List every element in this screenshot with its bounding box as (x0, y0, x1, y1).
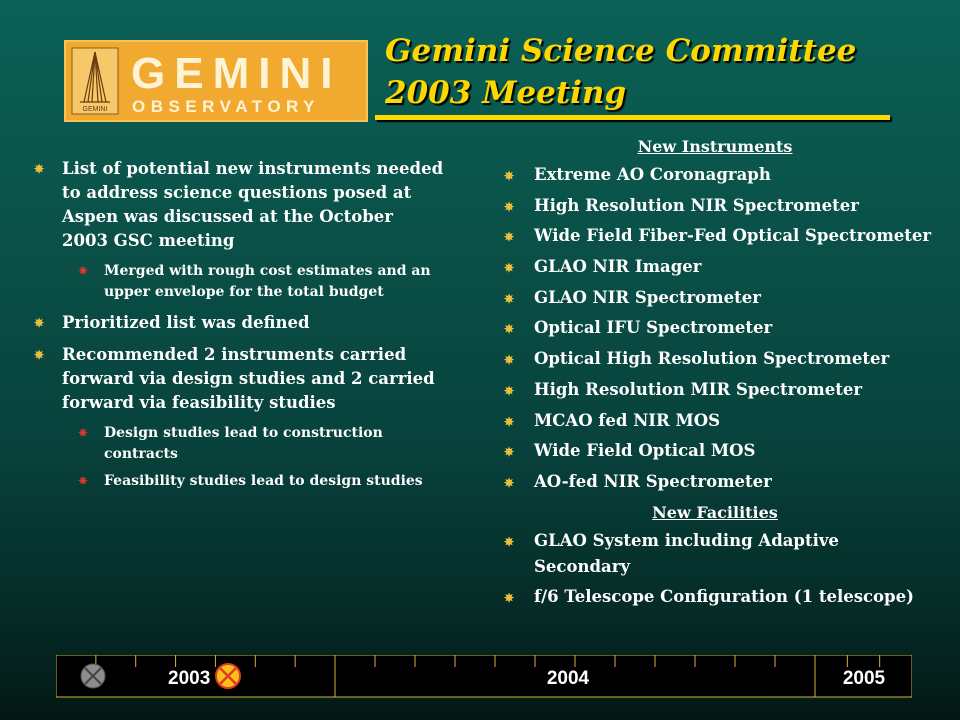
asterisk-bullet-icon: ✵ (504, 414, 515, 429)
year-label-2003: 2003 (168, 668, 211, 689)
title-line-2: 2003 Meeting (385, 75, 627, 111)
instrument-name: Extreme AO Coronagraph (534, 165, 771, 184)
sub-bullet-text: Feasibility studies lead to design studies (104, 473, 423, 489)
gemini-logo (64, 40, 368, 122)
asterisk-bullet-icon: ✵ (504, 199, 515, 214)
instrument-name: AO-fed NIR Spectrometer (534, 471, 772, 491)
instrument-name: High Resolution MIR Spectrometer (534, 379, 863, 399)
left-bullet-item (34, 157, 444, 253)
instrument-item (500, 469, 940, 495)
right-column (500, 134, 940, 615)
left-bullet-item (34, 311, 444, 335)
instrument-item (500, 408, 940, 434)
title-underline (375, 115, 890, 120)
instrument-name: GLAO NIR Spectrometer (534, 287, 761, 307)
star-bullet-icon: ✷ (78, 264, 89, 278)
left-sub-bullet-item (34, 261, 444, 303)
instrument-item (500, 193, 940, 219)
left-sub-bullet-item (34, 423, 444, 465)
instrument-item (500, 438, 940, 464)
left-sub-bullet-item (34, 471, 444, 492)
facility-item (500, 528, 940, 580)
brand-top-text: GEMINI (131, 49, 342, 98)
bullet-text: List of potential new instruments needed to address science questions posed at Aspen was discussed at the October 2003 GSC meeting (62, 159, 444, 250)
timeline-bar (56, 655, 912, 703)
asterisk-bullet-icon: ✵ (504, 383, 515, 398)
sub-bullet-text: Design studies lead to construction contracts (104, 425, 383, 462)
asterisk-bullet-icon: ✵ (504, 445, 515, 460)
page-title (385, 30, 945, 114)
instrument-name: Wide Field Fiber-Fed Optical Spectrometer (534, 226, 932, 246)
asterisk-bullet-icon: ✵ (504, 291, 515, 306)
current-marker-icon (216, 664, 240, 688)
instrument-item (500, 162, 940, 188)
asterisk-bullet-icon: ✵ (504, 534, 515, 549)
instrument-name: MCAO fed NIR MOS (534, 410, 721, 430)
year-label-2004: 2004 (546, 668, 590, 689)
title-line-1: Gemini Science Committee (385, 33, 857, 69)
instruments-heading: New Instruments (637, 137, 793, 156)
asterisk-bullet-icon: ✵ (504, 169, 515, 183)
year-label-2005: 2005 (842, 668, 886, 689)
instrument-item (500, 315, 940, 341)
instrument-item (500, 223, 940, 249)
emblem-text: GEMINI (82, 106, 108, 113)
left-bullet-list (34, 157, 444, 498)
instrument-name: Optical IFU Spectrometer (534, 318, 773, 338)
sub-bullet-text: Merged with rough cost estimates and an upper envelope for the total budget (104, 263, 431, 300)
asterisk-bullet-icon: ✵ (34, 348, 45, 362)
past-marker-icon (81, 664, 105, 688)
asterisk-bullet-icon: ✵ (504, 475, 515, 490)
star-bullet-icon: ✷ (78, 426, 89, 440)
instrument-item (500, 254, 940, 280)
asterisk-bullet-icon: ✵ (504, 230, 515, 245)
star-bullet-icon: ✷ (78, 474, 89, 488)
instrument-list (500, 162, 940, 495)
asterisk-bullet-icon: ✵ (34, 162, 45, 176)
instrument-item (500, 285, 940, 311)
facility-item (500, 584, 940, 610)
asterisk-bullet-icon: ✵ (504, 353, 515, 368)
facility-name: f/6 Telescope Configuration (1 telescope) (534, 587, 914, 607)
instrument-name: Optical High Resolution Spectrometer (534, 349, 890, 369)
asterisk-bullet-icon: ✵ (504, 261, 515, 276)
brand-bottom-text: OBSERVATORY (132, 97, 321, 116)
instrument-name: Wide Field Optical MOS (534, 441, 756, 461)
facilities-heading: New Facilities (652, 502, 778, 522)
instrument-item (500, 346, 940, 372)
bullet-text: Recommended 2 instruments carried forward via design studies and 2 carried forward via feasibility studies (62, 345, 435, 412)
asterisk-bullet-icon: ✵ (34, 316, 45, 330)
instrument-name: GLAO NIR Imager (534, 257, 702, 277)
instrument-item (500, 377, 940, 403)
facility-list (500, 528, 940, 611)
instrument-name: High Resolution NIR Spectrometer (534, 195, 859, 215)
asterisk-bullet-icon: ✵ (504, 591, 515, 606)
asterisk-bullet-icon: ✵ (504, 322, 515, 337)
facility-name: GLAO System including Adaptive Secondary (534, 530, 839, 576)
left-bullet-item (34, 343, 444, 415)
bullet-text: Prioritized list was defined (62, 313, 310, 332)
